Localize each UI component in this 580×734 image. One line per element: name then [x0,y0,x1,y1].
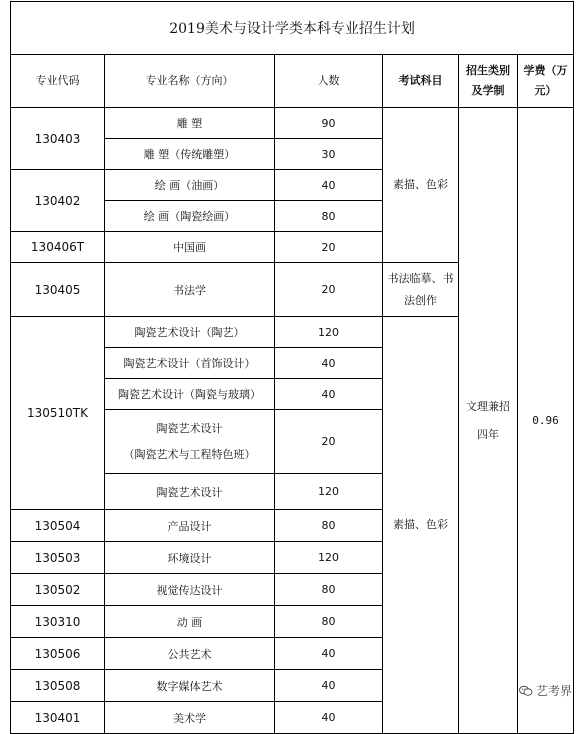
enrollment-count: 40 [275,670,383,702]
enrollment-count: 20 [275,263,383,317]
enrollment-count: 20 [275,410,383,474]
major-code: 130508 [11,670,105,702]
major-name: 雕 塑（传统雕塑） [105,139,275,170]
enrollment-plan-table [10,1,574,734]
major-name: 陶瓷艺术设计（陶艺） [105,317,275,348]
major-code: 130406T [11,232,105,263]
major-code: 130310 [11,606,105,638]
header-fee [518,55,574,108]
enrollment-count: 30 [275,139,383,170]
admission-type-line2: 四年 [477,427,499,441]
wechat-icon [519,685,533,697]
exam-subject-line2: 法创作 [404,293,437,307]
header-fee-line1: 学费（万 [523,64,568,77]
major-code: 130506 [11,638,105,670]
major-name: 雕 塑 [105,108,275,139]
major-name: 陶瓷艺术设计 [105,474,275,510]
major-name [105,410,275,474]
major-name: 绘 画（油画） [105,170,275,201]
admission-type-line1: 文理兼招 [466,399,510,413]
major-name: 环境设计 [105,542,275,574]
major-code: 130503 [11,542,105,574]
enrollment-count: 120 [275,542,383,574]
enrollment-count: 80 [275,574,383,606]
enrollment-count: 80 [275,606,383,638]
exam-subject-calligraphy [383,263,459,317]
header-type [459,55,518,108]
major-code: 130502 [11,574,105,606]
header-count: 人数 [275,55,383,108]
major-name: 陶瓷艺术设计（首饰设计） [105,348,275,379]
exam-subject: 素描、色彩 [383,108,459,263]
major-name: 美术学 [105,702,275,734]
watermark [519,682,572,699]
major-code: 130405 [11,263,105,317]
enrollment-count: 80 [275,510,383,542]
tuition-fee: 0.96 [518,108,574,734]
major-name-line1: 陶瓷艺术设计 [156,421,223,435]
major-name: 视觉传达设计 [105,574,275,606]
enrollment-count: 20 [275,232,383,263]
major-name-line2: （陶瓷艺术与工程特色班） [123,447,256,461]
major-code: 130510TK [11,317,105,510]
enrollment-count: 40 [275,348,383,379]
enrollment-count: 120 [275,474,383,510]
major-code: 130401 [11,702,105,734]
major-name: 绘 画（陶瓷绘画） [105,201,275,232]
header-fee-line2: 元） [534,84,557,97]
exam-subject: 素描、色彩 [383,317,459,734]
enrollment-count: 40 [275,170,383,201]
header-subject: 考试科目 [383,55,459,108]
major-code: 130403 [11,108,105,170]
major-code: 130504 [11,510,105,542]
header-type-line1: 招生类别 [466,64,510,77]
enrollment-count: 80 [275,201,383,232]
enrollment-count: 40 [275,638,383,670]
enrollment-count: 40 [275,702,383,734]
header-code: 专业代码 [11,55,105,108]
header-type-line2: 及学制 [471,84,505,97]
header-row [11,55,574,108]
major-name: 公共艺术 [105,638,275,670]
exam-subject-line1: 书法临摹、书 [387,271,454,285]
major-code: 130402 [11,170,105,232]
major-name: 陶瓷艺术设计（陶瓷与玻璃） [105,379,275,410]
admission-type [459,108,518,734]
enrollment-count: 90 [275,108,383,139]
header-name: 专业名称（方向） [105,55,275,108]
watermark-text: 艺考界 [535,684,572,698]
table-title: 2019美术与设计学类本科专业招生计划 [11,2,574,55]
enrollment-count: 120 [275,317,383,348]
major-name: 书法学 [105,263,275,317]
enrollment-count: 40 [275,379,383,410]
table-row [11,108,574,139]
major-name: 中国画 [105,232,275,263]
major-name: 产品设计 [105,510,275,542]
major-name: 数字媒体艺术 [105,670,275,702]
major-name: 动 画 [105,606,275,638]
